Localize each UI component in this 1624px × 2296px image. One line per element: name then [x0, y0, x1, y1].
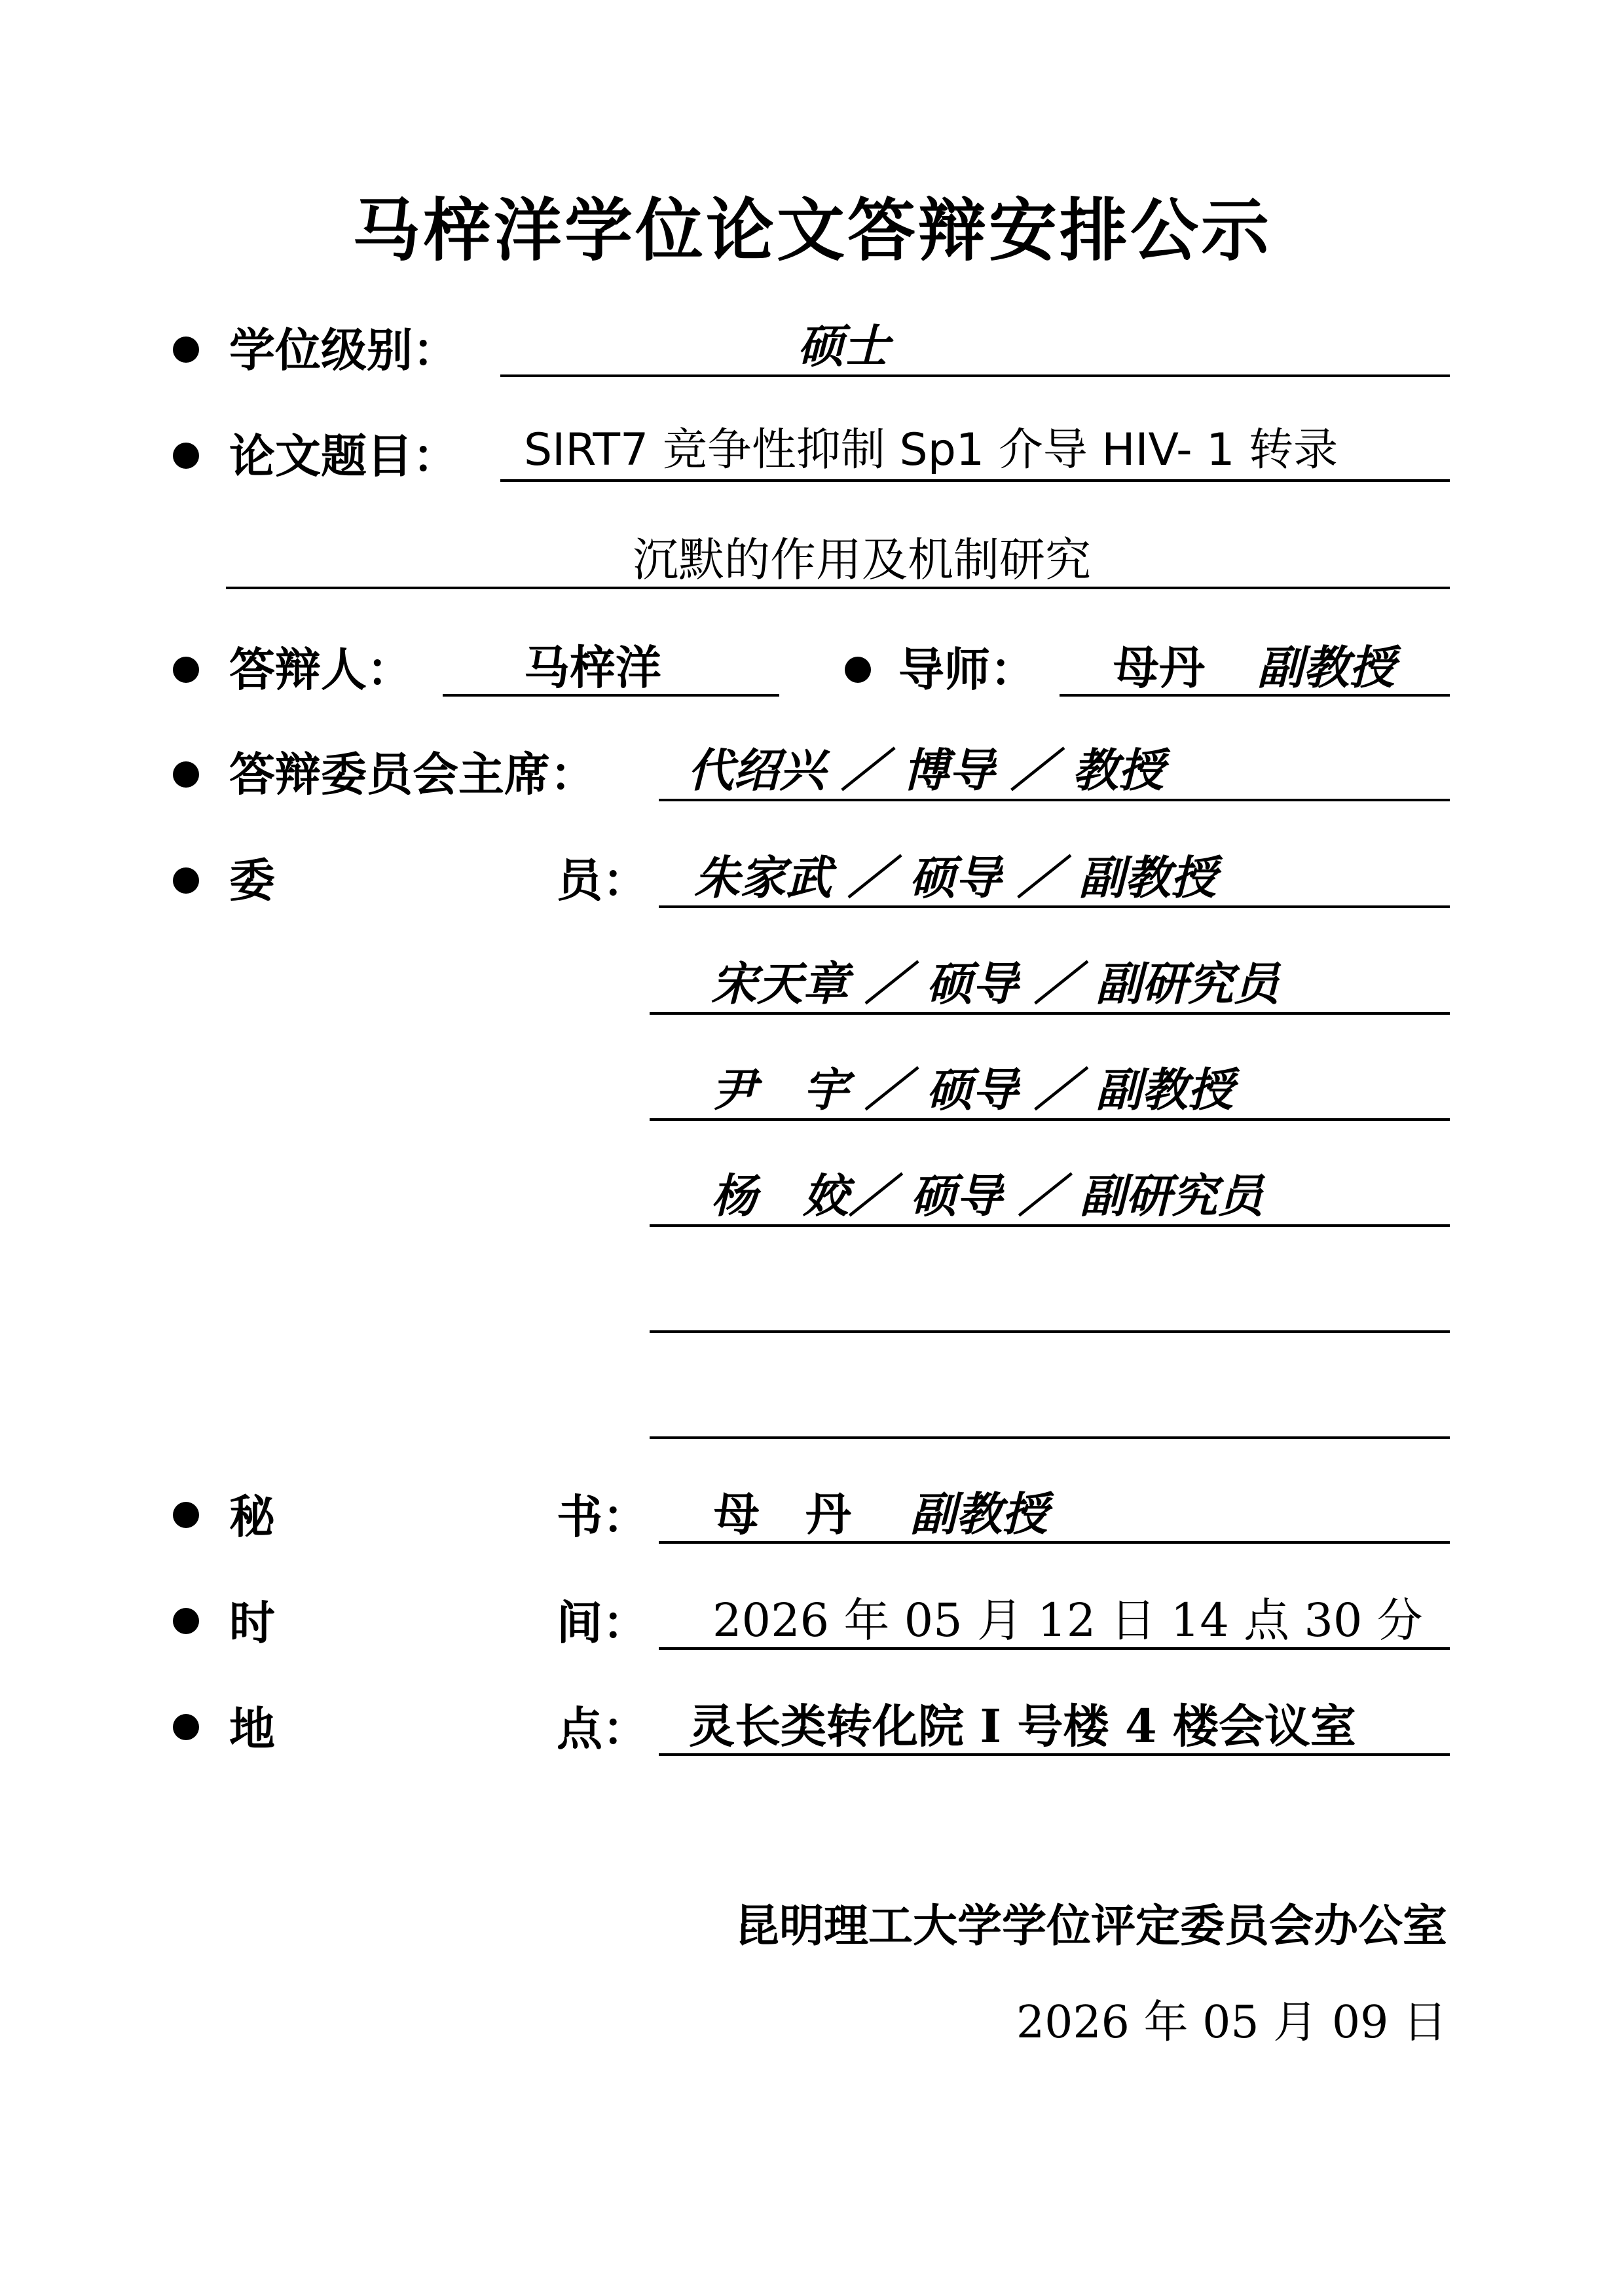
thesis-title-line-2: 沉默的作用及机制研究: [633, 533, 1091, 587]
place-underline: [659, 1753, 1450, 1756]
degree-label: 学位级别：: [229, 323, 458, 377]
issue-date: 2026 年 05 月 09 日: [1016, 1997, 1447, 2049]
chair-value: 代绍兴 ／ 博导 ／ 教授: [688, 743, 1164, 797]
secretary-label-right: 书：: [557, 1489, 648, 1544]
bullet-icon: [845, 657, 871, 683]
bullet-icon: [173, 761, 199, 788]
time-label-right: 间：: [557, 1595, 648, 1650]
member-underline-2: [650, 1012, 1450, 1015]
time-value: 2026 年 05 月 12 日 14 点 30 分: [712, 1594, 1423, 1647]
member-underline-4: [650, 1224, 1450, 1227]
chair-underline: [659, 799, 1450, 801]
member-underline-1: [659, 905, 1450, 908]
place-value: 灵长类转化院 I 号楼 4 楼会议室: [689, 1699, 1356, 1753]
defender-label: 答辩人：: [229, 642, 413, 697]
members-label-left: 委: [229, 853, 275, 907]
degree-underline: [500, 374, 1450, 377]
bullet-icon: [173, 337, 199, 363]
time-label-left: 时: [229, 1595, 275, 1650]
thesis-label: 论文题目：: [229, 429, 458, 483]
issuing-office: 昆明理工大学学位评定委员会办公室: [734, 1900, 1447, 1952]
members-label-right: 员：: [557, 853, 648, 907]
member-2: 宋天章 ／ 硕导 ／ 副研究员: [711, 957, 1280, 1011]
place-label-right: 点：: [557, 1702, 648, 1756]
secretary-name: 母 丹: [714, 1487, 851, 1541]
thesis-title-line-1: SIRT7 竞争性抑制 Sp1 介导 HIV- 1 转录: [524, 424, 1338, 476]
time-underline: [659, 1647, 1450, 1650]
bullet-icon: [173, 1608, 199, 1634]
advisor-label: 导师：: [898, 642, 1036, 697]
bullet-icon: [173, 657, 199, 683]
member-3: 尹 宇 ／ 硕导 ／ 副教授: [711, 1063, 1234, 1117]
member-underline-empty-1: [650, 1330, 1450, 1333]
place-label-left: 地: [229, 1702, 275, 1756]
bullet-icon: [173, 443, 199, 469]
bullet-icon: [173, 867, 199, 894]
degree-value: 硕士: [798, 319, 889, 373]
defender-value: 马梓洋: [524, 640, 661, 695]
secretary-title: 副教授: [910, 1487, 1048, 1541]
member-4: 杨 姣／ 硕导 ／ 副研究员: [711, 1169, 1264, 1223]
thesis-underline-2: [226, 587, 1450, 589]
page-title: 马梓洋学位论文答辩安排公示: [352, 191, 1272, 270]
member-underline-empty-2: [650, 1436, 1450, 1439]
member-underline-3: [650, 1118, 1450, 1121]
chair-label: 答辩委员会主席：: [229, 747, 596, 801]
secretary-underline: [659, 1541, 1450, 1544]
bullet-icon: [173, 1714, 199, 1740]
member-1: 朱家武 ／ 硕导 ／ 副教授: [694, 850, 1217, 905]
bullet-icon: [173, 1502, 199, 1528]
advisor-title: 副教授: [1257, 640, 1395, 695]
advisor-name: 母丹: [1113, 640, 1205, 695]
secretary-label-left: 秘: [229, 1489, 275, 1544]
thesis-underline-1: [500, 479, 1450, 482]
